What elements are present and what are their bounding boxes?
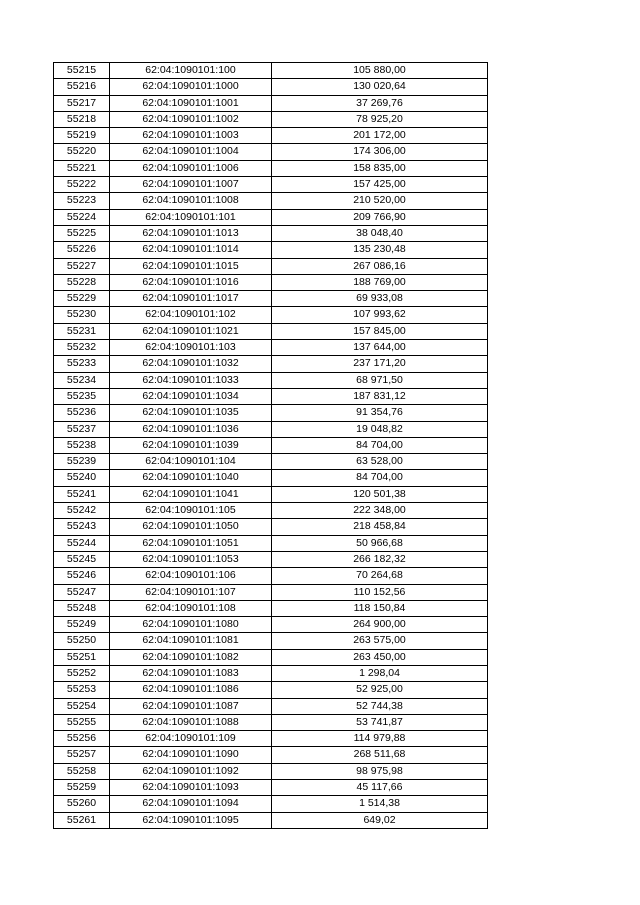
row-number-cell: 55250 (54, 633, 110, 649)
table-row (54, 242, 488, 258)
cadastral-value-cell: 50 966,68 (272, 535, 488, 551)
row-number-cell: 55241 (54, 486, 110, 502)
row-number-cell: 55230 (54, 307, 110, 323)
row-number-cell: 55234 (54, 372, 110, 388)
row-number-cell: 55238 (54, 437, 110, 453)
row-number-cell: 55249 (54, 617, 110, 633)
row-number-cell: 55219 (54, 128, 110, 144)
cadastral-number-cell: 62:04:1090101:1002 (110, 111, 272, 127)
cadastral-value-cell: 68 971,50 (272, 372, 488, 388)
table-row (54, 551, 488, 567)
table-row (54, 405, 488, 421)
cadastral-number-cell: 62:04:1090101:109 (110, 731, 272, 747)
table-row (54, 503, 488, 519)
table-row (54, 633, 488, 649)
cadastral-value-cell: 222 348,00 (272, 503, 488, 519)
table-row (54, 437, 488, 453)
row-number-cell: 55242 (54, 503, 110, 519)
table-row (54, 486, 488, 502)
cadastral-value-cell: 210 520,00 (272, 193, 488, 209)
table-row (54, 111, 488, 127)
table-row (54, 388, 488, 404)
cadastral-value-cell: 98 975,98 (272, 763, 488, 779)
cadastral-value-cell: 1 298,04 (272, 665, 488, 681)
cadastral-number-cell: 62:04:1090101:1090 (110, 747, 272, 763)
table-row (54, 291, 488, 307)
cadastral-number-cell: 62:04:1090101:1036 (110, 421, 272, 437)
cadastral-number-cell: 62:04:1090101:1033 (110, 372, 272, 388)
row-number-cell: 55222 (54, 177, 110, 193)
cadastral-number-cell: 62:04:1090101:1086 (110, 682, 272, 698)
cadastral-value-cell: 120 501,38 (272, 486, 488, 502)
table-row (54, 470, 488, 486)
cadastral-number-cell: 62:04:1090101:104 (110, 454, 272, 470)
cadastral-number-cell: 62:04:1090101:1082 (110, 649, 272, 665)
cadastral-value-cell: 157 425,00 (272, 177, 488, 193)
cadastral-number-cell: 62:04:1090101:1039 (110, 437, 272, 453)
row-number-cell: 55245 (54, 551, 110, 567)
table-row (54, 177, 488, 193)
table-row (54, 665, 488, 681)
cadastral-value-cell: 135 230,48 (272, 242, 488, 258)
table-row (54, 95, 488, 111)
row-number-cell: 55216 (54, 79, 110, 95)
table-row (54, 747, 488, 763)
cadastral-number-cell: 62:04:1090101:1051 (110, 535, 272, 551)
row-number-cell: 55236 (54, 405, 110, 421)
row-number-cell: 55256 (54, 731, 110, 747)
cadastral-value-cell: 201 172,00 (272, 128, 488, 144)
table-row (54, 649, 488, 665)
cadastral-number-cell: 62:04:1090101:1034 (110, 388, 272, 404)
cadastral-value-cell: 53 741,87 (272, 714, 488, 730)
cadastral-value-cell: 70 264,68 (272, 568, 488, 584)
cadastral-number-cell: 62:04:1090101:1094 (110, 796, 272, 812)
row-number-cell: 55251 (54, 649, 110, 665)
cadastral-number-cell: 62:04:1090101:1095 (110, 812, 272, 828)
cadastral-number-cell: 62:04:1090101:108 (110, 600, 272, 616)
cadastral-value-cell: 37 269,76 (272, 95, 488, 111)
cadastral-value-cell: 78 925,20 (272, 111, 488, 127)
cadastral-value-cell: 69 933,08 (272, 291, 488, 307)
cadastral-value-cell: 45 117,66 (272, 780, 488, 796)
cadastral-value-cell: 157 845,00 (272, 323, 488, 339)
cadastral-number-cell: 62:04:1090101:105 (110, 503, 272, 519)
table-body (54, 63, 488, 829)
cadastral-value-cell: 84 704,00 (272, 437, 488, 453)
cadastral-value-cell: 267 086,16 (272, 258, 488, 274)
table-row (54, 617, 488, 633)
row-number-cell: 55226 (54, 242, 110, 258)
row-number-cell: 55244 (54, 535, 110, 551)
table-row (54, 600, 488, 616)
cadastral-value-cell: 52 744,38 (272, 698, 488, 714)
row-number-cell: 55254 (54, 698, 110, 714)
cadastral-value-cell: 118 150,84 (272, 600, 488, 616)
table-row (54, 682, 488, 698)
table-row (54, 63, 488, 79)
row-number-cell: 55235 (54, 388, 110, 404)
table-row (54, 796, 488, 812)
row-number-cell: 55248 (54, 600, 110, 616)
table-row (54, 79, 488, 95)
table-row (54, 535, 488, 551)
cadastral-number-cell: 62:04:1090101:1088 (110, 714, 272, 730)
cadastral-value-cell: 130 020,64 (272, 79, 488, 95)
cadastral-number-cell: 62:04:1090101:1000 (110, 79, 272, 95)
row-number-cell: 55229 (54, 291, 110, 307)
table-row (54, 763, 488, 779)
cadastral-value-cell: 218 458,84 (272, 519, 488, 535)
row-number-cell: 55221 (54, 160, 110, 176)
cadastral-number-cell: 62:04:1090101:1040 (110, 470, 272, 486)
cadastral-number-cell: 62:04:1090101:101 (110, 209, 272, 225)
table-row (54, 160, 488, 176)
cadastral-value-cell: 187 831,12 (272, 388, 488, 404)
cadastral-value-cell: 137 644,00 (272, 340, 488, 356)
cadastral-value-cell: 52 925,00 (272, 682, 488, 698)
cadastral-number-cell: 62:04:1090101:100 (110, 63, 272, 79)
cadastral-value-cell: 268 511,68 (272, 747, 488, 763)
cadastral-value-cell: 84 704,00 (272, 470, 488, 486)
row-number-cell: 55232 (54, 340, 110, 356)
cadastral-number-cell: 62:04:1090101:1021 (110, 323, 272, 339)
row-number-cell: 55215 (54, 63, 110, 79)
cadastral-number-cell: 62:04:1090101:1053 (110, 551, 272, 567)
cadastral-number-cell: 62:04:1090101:1050 (110, 519, 272, 535)
cadastral-number-cell: 62:04:1090101:1015 (110, 258, 272, 274)
row-number-cell: 55258 (54, 763, 110, 779)
row-number-cell: 55255 (54, 714, 110, 730)
row-number-cell: 55233 (54, 356, 110, 372)
row-number-cell: 55217 (54, 95, 110, 111)
cadastral-value-cell: 188 769,00 (272, 274, 488, 290)
cadastral-value-cell: 158 835,00 (272, 160, 488, 176)
cadastral-number-cell: 62:04:1090101:1083 (110, 665, 272, 681)
cadastral-value-cell: 114 979,88 (272, 731, 488, 747)
cadastral-value-cell: 19 048,82 (272, 421, 488, 437)
cadastral-value-cell: 263 575,00 (272, 633, 488, 649)
cadastral-number-cell: 62:04:1090101:103 (110, 340, 272, 356)
cadastral-number-cell: 62:04:1090101:1003 (110, 128, 272, 144)
row-number-cell: 55218 (54, 111, 110, 127)
row-number-cell: 55223 (54, 193, 110, 209)
cadastral-value-cell: 1 514,38 (272, 796, 488, 812)
row-number-cell: 55257 (54, 747, 110, 763)
table-row (54, 225, 488, 241)
cadastral-number-cell: 62:04:1090101:1041 (110, 486, 272, 502)
cadastral-value-cell: 110 152,56 (272, 584, 488, 600)
cadastral-number-cell: 62:04:1090101:1087 (110, 698, 272, 714)
table-row (54, 421, 488, 437)
row-number-cell: 55225 (54, 225, 110, 241)
table-row (54, 731, 488, 747)
cadastral-value-cell: 105 880,00 (272, 63, 488, 79)
table-row (54, 128, 488, 144)
cadastral-number-cell: 62:04:1090101:1016 (110, 274, 272, 290)
cadastral-number-cell: 62:04:1090101:106 (110, 568, 272, 584)
cadastral-number-cell: 62:04:1090101:107 (110, 584, 272, 600)
row-number-cell: 55261 (54, 812, 110, 828)
cadastral-number-cell: 62:04:1090101:1007 (110, 177, 272, 193)
table-row (54, 193, 488, 209)
table-row (54, 274, 488, 290)
table-row (54, 258, 488, 274)
table-row (54, 519, 488, 535)
row-number-cell: 55227 (54, 258, 110, 274)
cadastral-value-table (53, 62, 488, 829)
cadastral-value-cell: 38 048,40 (272, 225, 488, 241)
table-row (54, 144, 488, 160)
table-row (54, 323, 488, 339)
cadastral-value-cell: 91 354,76 (272, 405, 488, 421)
cadastral-value-cell: 63 528,00 (272, 454, 488, 470)
row-number-cell: 55253 (54, 682, 110, 698)
row-number-cell: 55231 (54, 323, 110, 339)
row-number-cell: 55247 (54, 584, 110, 600)
cadastral-number-cell: 62:04:1090101:1032 (110, 356, 272, 372)
row-number-cell: 55246 (54, 568, 110, 584)
cadastral-number-cell: 62:04:1090101:1081 (110, 633, 272, 649)
cadastral-number-cell: 62:04:1090101:1008 (110, 193, 272, 209)
row-number-cell: 55243 (54, 519, 110, 535)
table-row (54, 307, 488, 323)
table-row (54, 780, 488, 796)
cadastral-number-cell: 62:04:1090101:1017 (110, 291, 272, 307)
cadastral-number-cell: 62:04:1090101:1013 (110, 225, 272, 241)
row-number-cell: 55240 (54, 470, 110, 486)
table-row (54, 454, 488, 470)
cadastral-number-cell: 62:04:1090101:1080 (110, 617, 272, 633)
cadastral-value-cell: 264 900,00 (272, 617, 488, 633)
cadastral-number-cell: 62:04:1090101:1001 (110, 95, 272, 111)
row-number-cell: 55259 (54, 780, 110, 796)
row-number-cell: 55224 (54, 209, 110, 225)
cadastral-value-cell: 649,02 (272, 812, 488, 828)
cadastral-number-cell: 62:04:1090101:1014 (110, 242, 272, 258)
cadastral-number-cell: 62:04:1090101:1006 (110, 160, 272, 176)
cadastral-value-cell: 237 171,20 (272, 356, 488, 372)
table-row (54, 209, 488, 225)
row-number-cell: 55252 (54, 665, 110, 681)
table-row (54, 698, 488, 714)
cadastral-value-cell: 263 450,00 (272, 649, 488, 665)
cadastral-number-cell: 62:04:1090101:1004 (110, 144, 272, 160)
table-row (54, 714, 488, 730)
row-number-cell: 55220 (54, 144, 110, 160)
cadastral-value-cell: 174 306,00 (272, 144, 488, 160)
table-row (54, 812, 488, 828)
cadastral-number-cell: 62:04:1090101:102 (110, 307, 272, 323)
table-row (54, 568, 488, 584)
table-row (54, 584, 488, 600)
row-number-cell: 55239 (54, 454, 110, 470)
cadastral-number-cell: 62:04:1090101:1092 (110, 763, 272, 779)
cadastral-number-cell: 62:04:1090101:1035 (110, 405, 272, 421)
row-number-cell: 55237 (54, 421, 110, 437)
row-number-cell: 55228 (54, 274, 110, 290)
table-row (54, 372, 488, 388)
cadastral-number-cell: 62:04:1090101:1093 (110, 780, 272, 796)
cadastral-value-cell: 266 182,32 (272, 551, 488, 567)
table-row (54, 340, 488, 356)
cadastral-value-cell: 209 766,90 (272, 209, 488, 225)
cadastral-value-cell: 107 993,62 (272, 307, 488, 323)
table-row (54, 356, 488, 372)
row-number-cell: 55260 (54, 796, 110, 812)
